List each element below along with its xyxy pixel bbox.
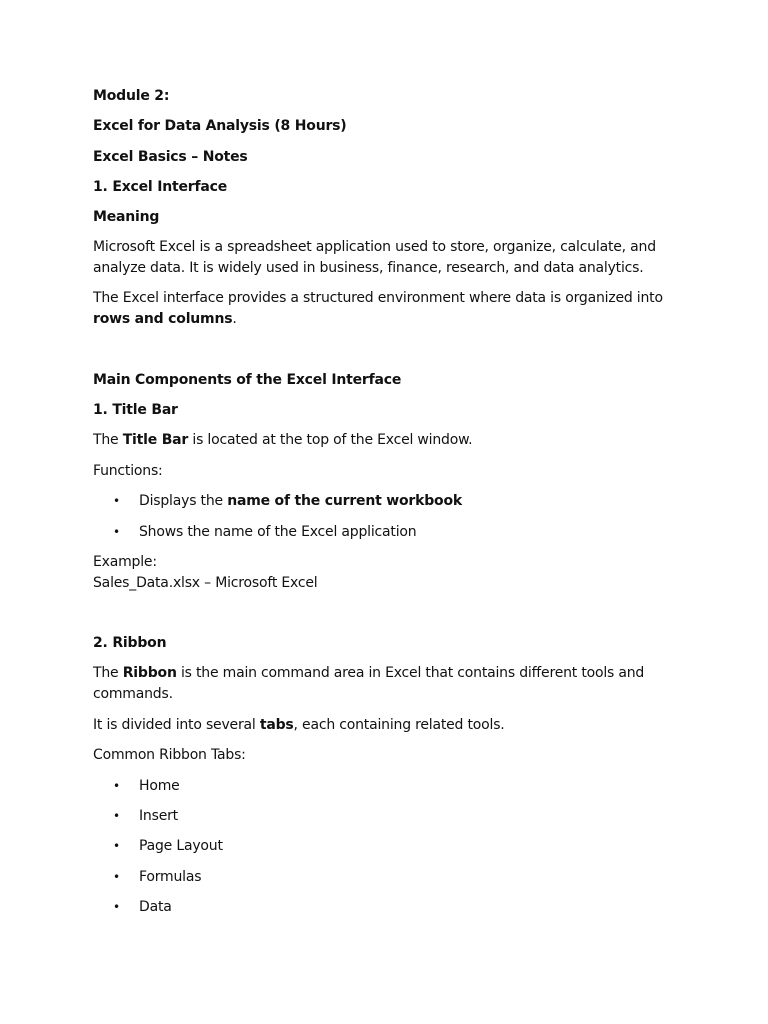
meaning-line-1: Microsoft Excel is a spreadsheet application used to store, organize, calculate, and	[93, 239, 656, 255]
meaning-line-2: analyze data. It is widely used in business, finance, research, and data analytics.	[93, 260, 644, 276]
example-label: Example:	[93, 554, 157, 570]
bullet-icon: •	[113, 525, 120, 539]
list-item-text: Displays the	[139, 493, 228, 509]
ribbon-divided-text	[93, 715, 683, 736]
bullet-icon: •	[113, 900, 120, 914]
title-bar-intro-bold: Title Bar	[122, 432, 189, 448]
ribbon-divided-pre: It is divided into several	[93, 717, 260, 733]
title-bar-heading: 1. Title Bar	[93, 402, 178, 418]
module-label: Module 2:	[93, 88, 170, 104]
list-item-text: Shows the name of the Excel application	[139, 524, 417, 540]
interface-line-1: The Excel interface provides a structured environment where data is organized into	[93, 290, 663, 306]
ribbon-heading: 2. Ribbon	[93, 635, 167, 651]
course-title: Excel for Data Analysis (8 Hours)	[93, 118, 347, 134]
ribbon-intro-line-2: commands.	[93, 686, 173, 702]
bullet-icon: •	[113, 809, 120, 823]
ribbon-intro-pre: The	[93, 665, 123, 681]
example-block	[93, 552, 683, 594]
ribbon-divided-post: , each containing related tools.	[293, 717, 505, 733]
bullet-icon: •	[113, 839, 120, 853]
meaning-paragraph	[93, 237, 683, 279]
ribbon-intro	[93, 663, 683, 705]
notes-title: Excel Basics – Notes	[93, 149, 248, 165]
bullet-icon: •	[113, 494, 120, 508]
ribbon-tab-home: Home	[139, 778, 180, 794]
title-bar-intro	[93, 430, 683, 451]
meaning-heading: Meaning	[93, 209, 160, 225]
ribbon-tab-page-layout: Page Layout	[139, 838, 223, 854]
interface-bold-text: rows and columns	[93, 311, 233, 327]
ribbon-tab-formulas: Formulas	[139, 869, 202, 885]
bullet-icon: •	[113, 779, 120, 793]
section-heading-excel-interface: 1. Excel Interface	[93, 179, 227, 195]
ribbon-divided-bold: tabs	[259, 717, 294, 733]
bullet-icon: •	[113, 870, 120, 884]
title-bar-intro-pre: The	[93, 432, 123, 448]
example-value: Sales_Data.xlsx – Microsoft Excel	[93, 575, 318, 591]
components-heading: Main Components of the Excel Interface	[93, 372, 402, 388]
title-bar-intro-post: is located at the top of the Excel window.	[188, 432, 473, 448]
ribbon-intro-post: is the main command area in Excel that contains different tools and	[176, 665, 645, 681]
ribbon-tabs-label: Common Ribbon Tabs:	[93, 747, 246, 763]
list-item-bold-text: name of the current workbook	[227, 493, 463, 509]
ribbon-intro-bold: Ribbon	[122, 665, 177, 681]
ribbon-tab-data: Data	[139, 899, 172, 915]
interface-end: .	[232, 311, 237, 327]
interface-paragraph	[93, 288, 683, 330]
ribbon-tab-insert: Insert	[139, 808, 178, 824]
functions-label: Functions:	[93, 463, 163, 479]
